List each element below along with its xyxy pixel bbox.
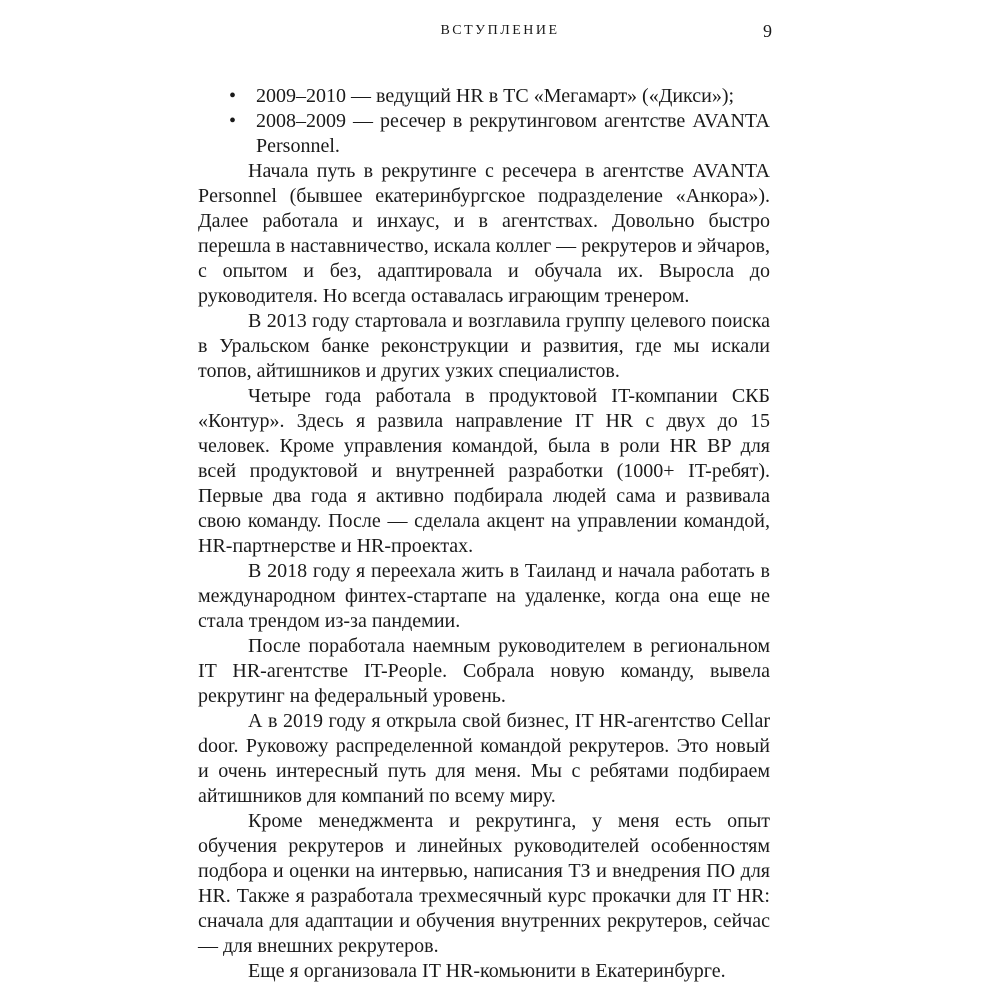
paragraph: В 2018 году я переехала жить в Таиланд и начала работать в международном финтех-стартапе на удаленке, когда она еще не стала трендом из-за пандемии.: [198, 560, 770, 632]
paragraph: Четыре года работала в продуктовой IT-компании СКБ «Контур». Здесь я развила направление IT HR с двух до 15 человек. Кроме управления командой, была в роли HR BP для всей продуктовой и внутренней разработки (1000+ IT-ребят). Первые два года я активно подбирала людей сама и развивала свою команду. После — сделала акцент на управлении командой, HR-партнерстве и HR-проектах.: [198, 385, 770, 557]
paragraph: Кроме менеджмента и рекрутинга, у меня есть опыт обучения рекрутеров и линейных руководителей особенностям подбора и оценки на интервью, написания ТЗ и внедрения ПО для HR. Также я разработала трехмесячный курс прокачки для IT HR: сначала для адаптации и обучения внутренних рекрутеров, сейчас — для внешних рекрутеров.: [198, 810, 770, 957]
page-number: 9: [763, 21, 772, 41]
chapter-title: ВСТУПЛЕНИЕ: [440, 23, 560, 38]
paragraph: В 2013 году стартовала и возглавила группу целевого поиска в Уральском банке реконструкции и развития, где мы искали топов, айтишников и других узких специалистов.: [198, 310, 770, 382]
bullet-item: • 2009–2010 — ведущий HR в ТС «Мегамарт» («Дикси»);: [198, 84, 770, 109]
running-head: [0, 22, 1000, 46]
paragraphs-container: [198, 159, 770, 984]
paragraph: А в 2019 году я открыла свой бизнес, IT HR-агентство Cellar door. Руковожу распределенной командой рекрутеров. Это новый и очень интересный путь для меня. Мы с ребятами подбираем айтишников для компаний по всему миру.: [198, 710, 770, 807]
paragraph: Еще я организовала IT HR-комьюнити в Екатеринбурге.: [248, 960, 726, 982]
bullet-list: [198, 84, 770, 159]
body-text-column: [198, 84, 770, 984]
paragraph: Начала путь в рекрутинге с ресечера в агентстве AVANTA Personnel (бывшее екатеринбургское подразделение «Анкора»). Далее работала и инхаус, и в агентствах. Довольно быстро перешла в наставничество, искала коллег — рекрутеров и эйчаров, с опытом и без, адаптировала и обучала их. Выросла до руководителя. Но всегда оставалась играющим тренером.: [198, 160, 770, 307]
paragraph: После поработала наемным руководителем в региональном IT HR-агентстве IT-People. Собрала новую команду, вывела рекрутинг на федеральный уровень.: [198, 635, 770, 707]
bullet-item: • 2008–2009 — ресечер в рекрутинговом агентстве AVANTA Personnel.: [198, 109, 770, 159]
